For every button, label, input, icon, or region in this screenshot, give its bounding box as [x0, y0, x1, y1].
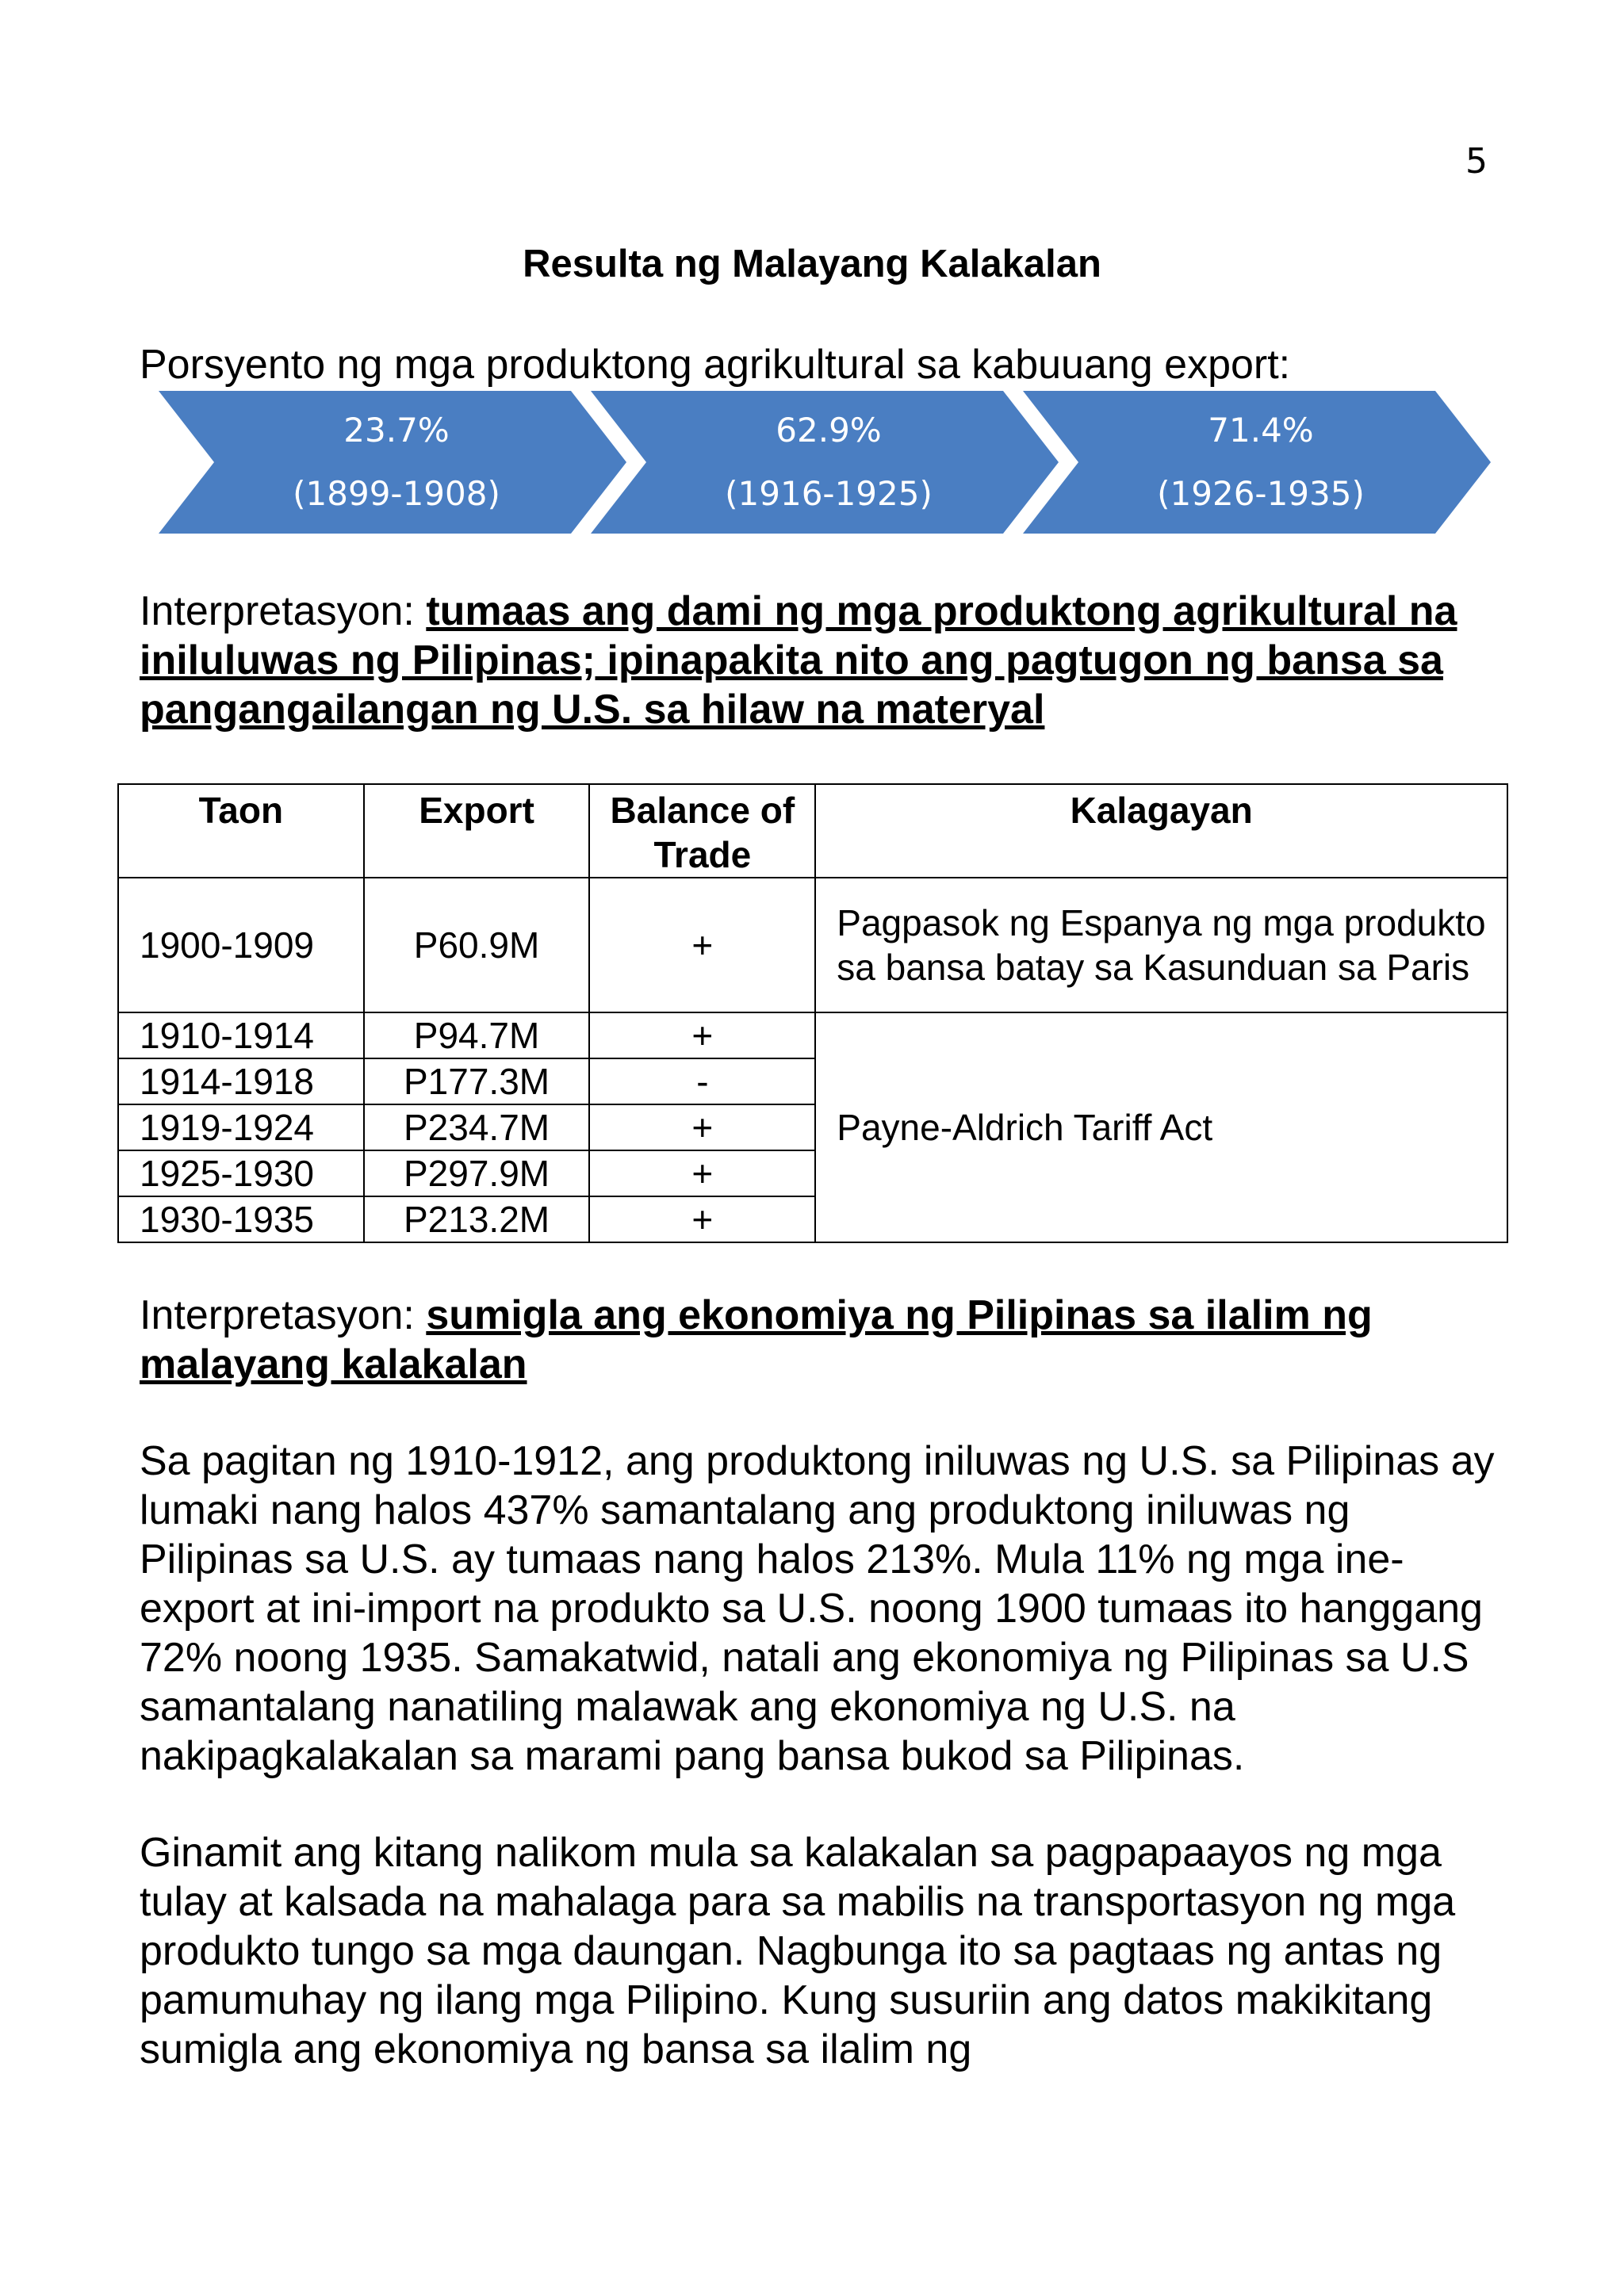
- paragraph-1: Sa pagitan ng 1910-1912, ang produktong iniluwas ng U.S. sa Pilipinas ay lumaki nang halos 437% samantalang ang produktong iniluwas ng Pilipinas sa U.S. ay tumaas nang halos 213%. Mula 11% ng mga ine-export at ini-import na produkto sa U.S. noong 1900 tumaas ito hanggang 72% noong 1935. Samakatwid, natali ang ekonomiya ng Pilipinas sa U.S samantalang nanatiling malawak ang ekonomiya ng U.S. na nakipagkalakalan sa marami pang bansa bukod sa Pilipinas.: [140, 1438, 1495, 1779]
- cell-balance: +: [589, 1012, 815, 1058]
- cell-taon: 1925-1930: [118, 1150, 364, 1196]
- table-row: [118, 1012, 1507, 1058]
- cell-balance: +: [589, 878, 815, 1012]
- chevron-1-value: 23.7%: [343, 411, 450, 450]
- interpretation-1-label: Interpretasyon:: [140, 588, 427, 634]
- cell-balance: -: [589, 1058, 815, 1104]
- intro-text: Porsyento ng mga produktong agrikultural sa kabuuang export:: [140, 342, 1291, 388]
- interpretation-2: [140, 1291, 1503, 1389]
- export-table: [117, 783, 1508, 1243]
- cell-export: P94.7M: [364, 1012, 590, 1058]
- chevron-2-value: 62.9%: [776, 411, 882, 450]
- interpretation-2-label: Interpretasyon:: [140, 1292, 427, 1338]
- header-kalagayan: Kalagayan: [815, 784, 1507, 878]
- chevron-1-label: [230, 399, 563, 526]
- cell-balance: +: [589, 1104, 815, 1150]
- cell-balance: +: [589, 1196, 815, 1242]
- chevron-3-period: (1926-1935): [1157, 474, 1365, 513]
- chevron-3-label: [1094, 399, 1427, 526]
- cell-kalagayan: Payne-Aldrich Tariff Act: [815, 1012, 1507, 1242]
- chevron-2-period: (1916-1925): [725, 474, 933, 513]
- cell-taon: 1919-1924: [118, 1104, 364, 1150]
- header-export: Export: [364, 784, 590, 878]
- paragraph-2: Ginamit ang kitang nalikom mula sa kalakalan sa pagpapaayos ng mga tulay at kalsada na mahalaga para sa mabilis na transportasyon ng mga produkto tungo sa mga daungan. Nagbunga ito sa pagtaas ng antas ng pamumuhay ng ilang mga Pilipino. Kung susuriin ang datos makikitang sumigla ang ekonomiya ng bansa sa ilalim ng: [140, 1830, 1456, 2072]
- chevron-3-value: 71.4%: [1208, 411, 1314, 450]
- page-title: Resulta ng Malayang Kalakalan: [523, 243, 1101, 285]
- cell-kalagayan: Pagpasok ng Espanya ng mga produkto sa bansa batay sa Kasunduan sa Paris: [815, 878, 1507, 1012]
- cell-export: P234.7M: [364, 1104, 590, 1150]
- table-header-row: [118, 784, 1507, 878]
- interpretation-1-text: tumaas ang dami ng mga produktong agrikultural na iniluluwas ng Pilipinas; ipinapakita nito ang pagtugon ng bansa sa pangangailangan ng U.S. sa hilaw na materyal: [140, 588, 1457, 733]
- chevron-2-label: [662, 399, 995, 526]
- interpretation-2-text: sumigla ang ekonomiya ng Pilipinas sa ilalim ng malayang kalakalan: [140, 1292, 1373, 1387]
- cell-export: P60.9M: [364, 878, 590, 1012]
- table-row: [118, 878, 1507, 1012]
- interpretation-1: [140, 587, 1503, 734]
- cell-balance: +: [589, 1150, 815, 1196]
- header-taon: Taon: [118, 784, 364, 878]
- page-number: 5: [1465, 141, 1488, 182]
- cell-taon: 1914-1918: [118, 1058, 364, 1104]
- cell-export: P213.2M: [364, 1196, 590, 1242]
- cell-taon: 1900-1909: [118, 878, 364, 1012]
- header-balance: Balance of Trade: [589, 784, 815, 878]
- cell-taon: 1910-1914: [118, 1012, 364, 1058]
- cell-export: P177.3M: [364, 1058, 590, 1104]
- chevron-1-period: (1899-1908): [293, 474, 500, 513]
- chevron-process-diagram: [159, 391, 1499, 534]
- cell-export: P297.9M: [364, 1150, 590, 1196]
- cell-taon: 1930-1935: [118, 1196, 364, 1242]
